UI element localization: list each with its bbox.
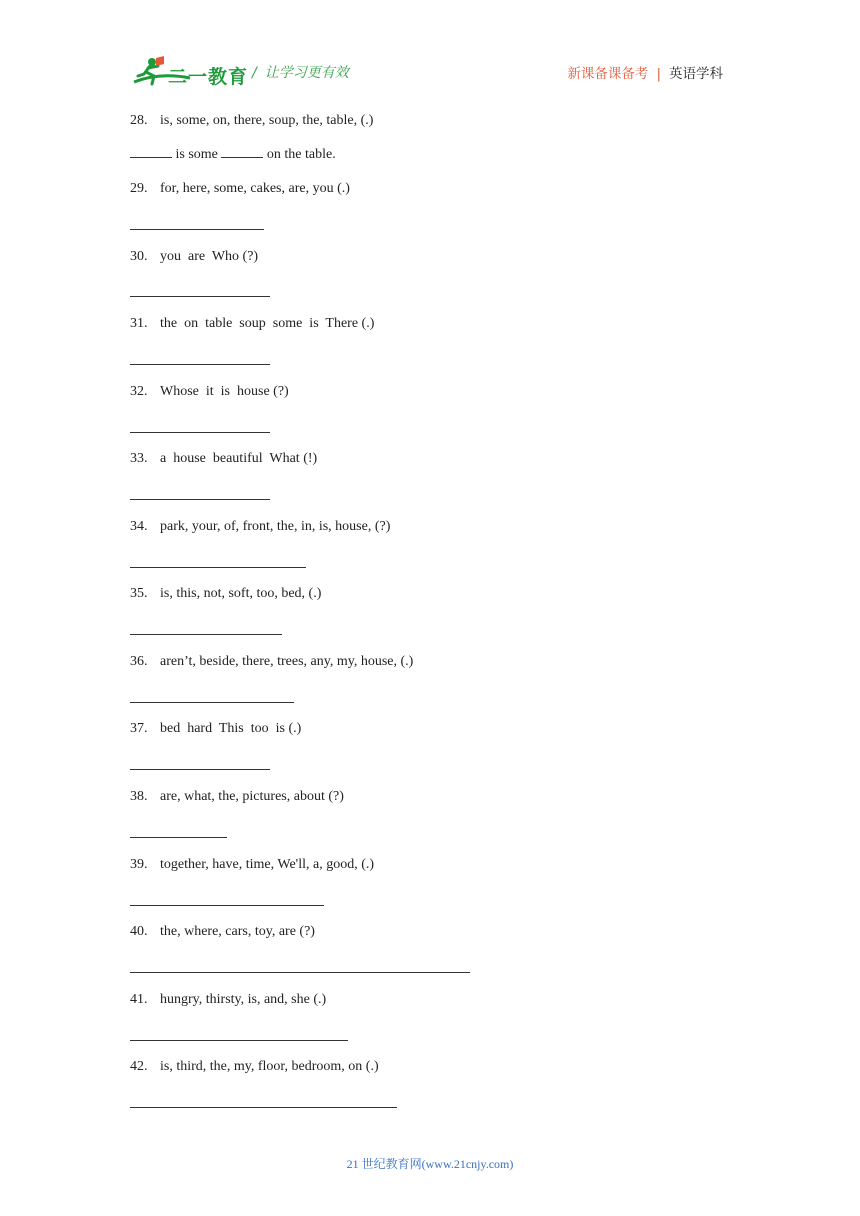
answer-line[interactable] bbox=[130, 972, 470, 973]
answer-line[interactable] bbox=[130, 499, 270, 500]
page-footer: 21 世纪教育网(www.21cnjy.com) bbox=[346, 1157, 514, 1171]
question-number: 35. bbox=[130, 586, 148, 601]
question-42 bbox=[130, 1059, 379, 1075]
question-41 bbox=[130, 992, 326, 1008]
question-39 bbox=[130, 857, 374, 873]
slogan-text: 让学习更有效 bbox=[264, 65, 349, 81]
question-words: is, some, on, there, soup, the, table, (.) bbox=[160, 113, 374, 128]
question-number: 29. bbox=[130, 181, 148, 196]
question-35 bbox=[130, 586, 321, 602]
answer-line[interactable] bbox=[130, 634, 282, 635]
subject-tag: 英语学科 bbox=[669, 66, 723, 82]
question-number: 38. bbox=[130, 789, 148, 804]
question-28 bbox=[130, 113, 373, 129]
page-header bbox=[0, 0, 860, 100]
question-words: aren’t, beside, there, trees, any, my, house, (.) bbox=[160, 654, 414, 669]
question-words: for, here, some, cakes, are, you (.) bbox=[160, 181, 350, 196]
question-words: you are Who (?) bbox=[160, 249, 259, 264]
question-40 bbox=[130, 924, 315, 940]
answer-line[interactable] bbox=[130, 364, 270, 365]
question-37 bbox=[130, 721, 301, 737]
question-words: is, this, not, soft, too, bed, (.) bbox=[160, 586, 322, 601]
slogan-slash: / bbox=[252, 65, 257, 81]
answer-line[interactable] bbox=[130, 837, 227, 838]
question-number: 36. bbox=[130, 654, 148, 669]
answer-line[interactable] bbox=[130, 567, 306, 568]
question-words: a house beautiful What (!) bbox=[160, 451, 318, 466]
question-words: are, what, the, pictures, about (?) bbox=[160, 789, 344, 804]
question-28-answer-sentence bbox=[130, 147, 336, 163]
question-36 bbox=[130, 654, 413, 670]
question-number: 34. bbox=[130, 519, 148, 534]
brand-name: 二一教育 bbox=[168, 66, 249, 88]
answer-blank[interactable] bbox=[221, 147, 263, 158]
question-words: the on table soup some is There (.) bbox=[160, 316, 375, 331]
question-31 bbox=[130, 316, 374, 332]
question-34 bbox=[130, 519, 390, 535]
answer-line[interactable] bbox=[130, 769, 270, 770]
question-words: together, have, time, We'll, a, good, (.) bbox=[160, 857, 375, 872]
answer-line[interactable] bbox=[130, 432, 270, 433]
question-number: 30. bbox=[130, 249, 148, 264]
answer-line[interactable] bbox=[130, 296, 270, 297]
header-tags bbox=[567, 62, 723, 82]
slogan bbox=[252, 62, 349, 82]
question-number: 40. bbox=[130, 924, 148, 939]
question-number: 28. bbox=[130, 113, 148, 128]
question-words: the, where, cars, toy, are (?) bbox=[160, 924, 315, 939]
fill-text-1: is some bbox=[172, 147, 222, 162]
question-number: 41. bbox=[130, 992, 148, 1007]
answer-line[interactable] bbox=[130, 1107, 397, 1108]
question-30 bbox=[130, 249, 258, 265]
question-38 bbox=[130, 789, 344, 805]
question-number: 37. bbox=[130, 721, 148, 736]
question-words: hungry, thirsty, is, and, she (.) bbox=[160, 992, 327, 1007]
question-number: 32. bbox=[130, 384, 148, 399]
question-words: Whose it is house (?) bbox=[160, 384, 289, 399]
fill-text-2: on the table. bbox=[263, 147, 336, 162]
answer-line[interactable] bbox=[130, 1040, 348, 1041]
question-33 bbox=[130, 451, 317, 467]
answer-line[interactable] bbox=[130, 702, 294, 703]
question-number: 31. bbox=[130, 316, 148, 331]
question-words: park, your, of, front, the, in, is, house, (?) bbox=[160, 519, 391, 534]
answer-line[interactable] bbox=[130, 229, 264, 230]
question-32 bbox=[130, 384, 289, 400]
course-tag: 新课备课备考 bbox=[567, 66, 649, 82]
question-words: bed hard This too is (.) bbox=[160, 721, 302, 736]
question-29 bbox=[130, 181, 350, 197]
tag-separator: | bbox=[656, 66, 661, 82]
answer-line[interactable] bbox=[130, 905, 324, 906]
answer-blank[interactable] bbox=[130, 147, 172, 158]
question-words: is, third, the, my, floor, bedroom, on (.) bbox=[160, 1059, 379, 1074]
question-number: 39. bbox=[130, 857, 148, 872]
question-number: 33. bbox=[130, 451, 148, 466]
question-number: 42. bbox=[130, 1059, 148, 1074]
